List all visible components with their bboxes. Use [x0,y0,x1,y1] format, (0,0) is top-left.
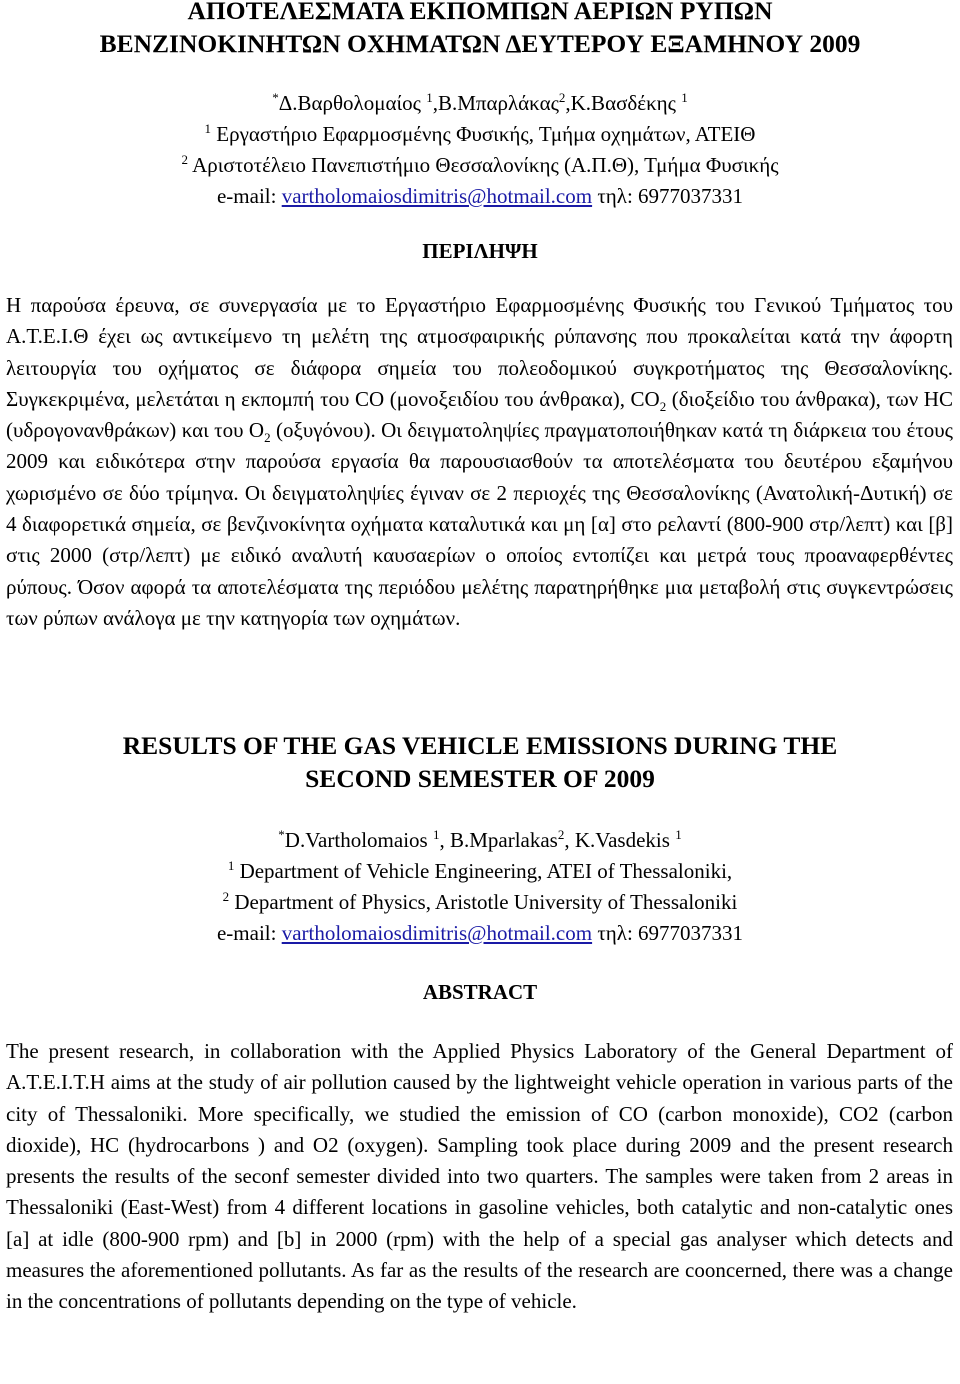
co2-subscript: 2 [659,399,667,415]
greek-abstract [6,290,953,634]
greek-affil2-text: Αριστοτέλειο Πανεπιστήμιο Θεσσαλονίκης (Α.Π.Θ), Τμήμα Φυσικής [187,153,779,177]
greek-email-label: e-mail: [216,184,282,208]
greek-author3: ,Κ.Βασδέκης [565,91,682,115]
greek-abstract-heading: ΠΕΡΙΛΗΨΗ [422,239,538,263]
author3-sup: 1 [675,827,682,842]
english-phone: τηλ: 6977037331 [592,921,744,945]
greek-phone: τηλ: 6977037331 [592,184,744,208]
affil1-sup: 1 [204,121,212,136]
english-abstract [6,1036,953,1318]
greek-affil1-text: Εργαστήριο Εφαρμοσμένης Φυσικής, Τμήμα οχημάτων, ΑΤΕΙΘ [211,122,756,146]
english-title-line1: RESULTS OF THE GAS VEHICLE EMISSIONS DURING THE [122,731,838,760]
english-author2: , B.Mparlakas [439,828,558,852]
english-title-line2: SECOND SEMESTER OF 2009 [305,764,655,793]
english-abstract-heading: ABSTRACT [422,980,538,1004]
author-star: * [278,827,285,842]
english-affil2-text: Department of Physics, Aristotle University of Thessaloniki [229,890,738,914]
english-author3: , K.Vasdekis [564,828,676,852]
author3-sup: 1 [681,90,688,105]
author1-sup: 1 [432,827,440,842]
greek-contact-line [0,181,960,212]
english-contact-line [0,918,960,949]
english-email-label: e-mail: [216,921,282,945]
greek-title-block [0,0,960,60]
greek-abstract-part1: Η παρούσα έρευνα, σε συνεργασία με το Εργαστήριο Εφαρμοσμένης Φυσικής του Γενικού Τμήματος του Α.Τ.Ε.Ι.Θ έχει ως αντικείμενο τη μελέτη της ατμοσφαιρικής ρύπανσης που προκαλείται κατά την άφορτη λειτουργία του οχήματος σε διάφορα σημεία του πολεοδομικού συγκροτήματος της Θεσσαλονίκης. Συγκεκριμένα, μελετάται η εκπομπή του CO (μονοξειδίου του άνθρακα), CO [6,293,953,411]
author1-sup: 1 [426,90,433,105]
greek-affiliation-2 [0,150,960,181]
author2-sup: 2 [557,827,565,842]
greek-authors-block [0,88,960,212]
affil2-sup: 2 [181,152,188,167]
o2-subscript: 2 [264,430,271,446]
greek-author2: ,Β.Μπαρλάκας [432,91,559,115]
english-email-link[interactable]: vartholomaiosdimitris@hotmail.com [281,921,593,945]
affil2-sup: 2 [222,889,230,904]
english-affiliation-2 [0,887,960,918]
english-title-block [0,729,960,795]
greek-affiliation-1 [0,119,960,150]
english-author-line [0,825,960,856]
greek-abstract-part3: (οξυγόνου). Οι δειγματοληψίες πραγματοποιήθηκαν κατά τη διάρκεια του έτους 2009 και ειδικότερα στην παρούσα εργασία θα παρουσιασθούν τα αποτελέσματα του δευτέρου εξαμήνου χωρισμένο σε δύο τρίμηνα. Οι δειγματοληψίες έγιναν σε 2 περιοχές της Θεσσαλονίκης (Ανατολική-Δυτική) σε 4 διαφορετικά σημεία, σε βενζινοκίνητα οχήματα καταλυτικά και μη [α] στο ρελαντί (800-900 στρ/λεπτ) και [β] στις 2000 (στρ/λεπτ) με ειδικό αναλυτή καυσαερίων ο οποίος εντοπίζει και μετρά τους προαναφερθέντες ρύπους. Όσον αφορά τα αποτελέσματα της περιόδου μελέτης παρατηρήθηκε μια μεταβολή στις συγκεντρώσεις των ρύπων ανάλογα με την κατηγορία των οχημάτων. [6,418,954,630]
greek-author1: Δ.Βαρθολομαίος [278,91,427,115]
greek-author-line [0,88,960,119]
greek-title-line1: ΑΠΟΤΕΛΕΣΜΑΤΑ ΕΚΠΟΜΠΩΝ ΑΕΡΙΩΝ ΡΥΠΩΝ [187,0,773,25]
english-affiliation-1 [0,856,960,887]
greek-email-link[interactable]: vartholomaiosdimitris@hotmail.com [281,184,593,208]
author2-sup: 2 [558,90,566,105]
english-authors-block [0,825,960,949]
author-star: * [272,90,279,105]
english-author1: D.Vartholomaios [284,828,433,852]
english-abstract-text: The present research, in collaboration with the Applied Physics Laboratory of the General Department of A.T.E.I.T.H aims at the study of air pollution caused by the lightweight vehicle operation in various parts of the city of Thessaloniki. More specifically, we studied the emission of CO (carbon monoxide), CO2 (carbon dioxide), HC (hydrocarbons ) and O2 (oxygen). Sampling took place during 2009 and the present research presents the results of the seconf semester divided into two quarters. The samples were taken from 2 areas in Thessaloniki (East-West) from 4 different locations in gasoline vehicles, both catalytic and non-catalytic ones [a] at idle (800-900 rpm) and [b] in 2000 (rpm) with the help of a special gas analyser which detects and measures the aforementioned pollutants. As far as the results of the research are cooncerned, there was a change in the concentrations of pollutants depending on the type of vehicle. [6,1039,953,1314]
affil1-sup: 1 [227,858,235,873]
greek-abstract-part2: (διοξείδιο του άνθρακα), των HC (υδρογονανθράκων) και του O [6,386,953,443]
greek-abstract-text [6,290,953,634]
english-affil1-text: Department of Vehicle Engineering, ATEI of Thessaloniki, [234,859,733,883]
greek-title-line2: ΒΕΝΖΙΝΟΚΙΝΗΤΩΝ ΟΧΗΜΑΤΩΝ ΔΕΥΤΕΡΟΥ ΕΞΑΜΗΝΟΥ 2009 [99,29,861,58]
